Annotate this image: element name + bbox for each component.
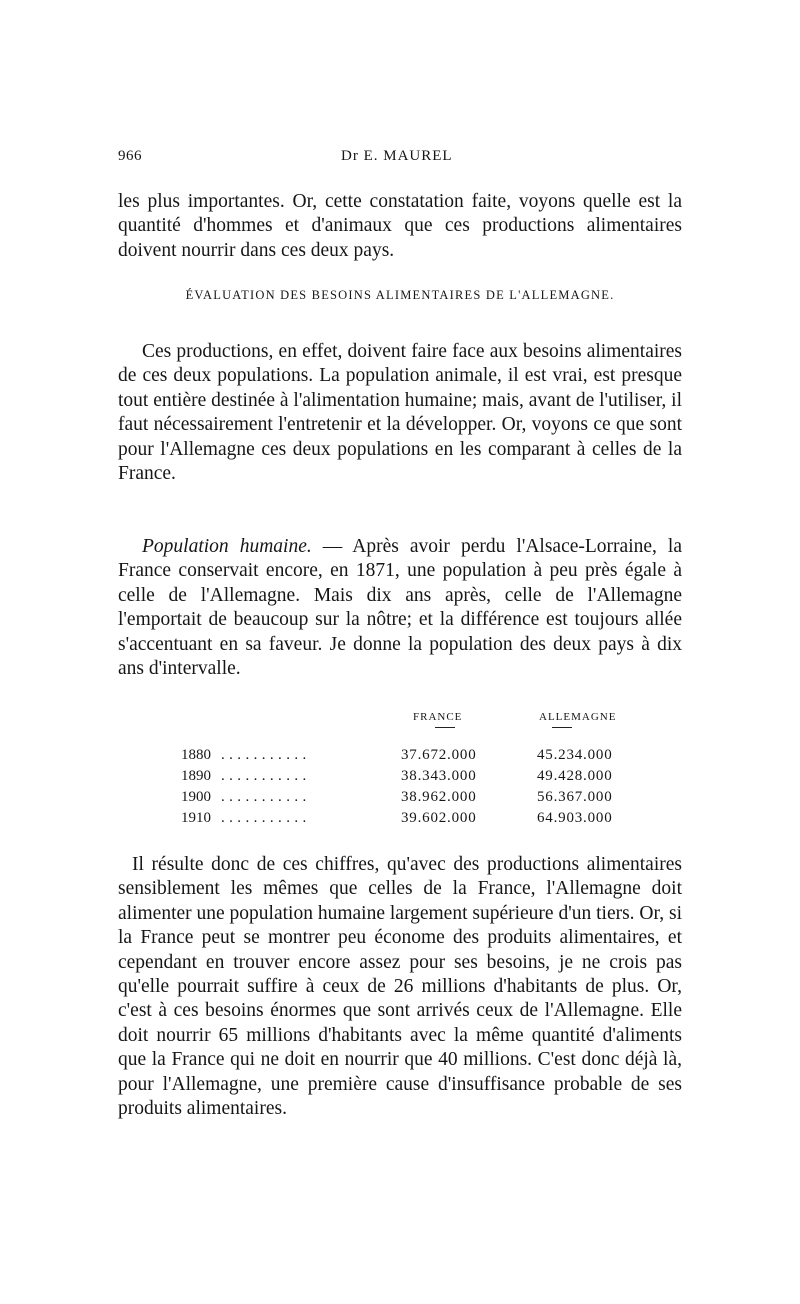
table-row <box>181 768 641 790</box>
column-header-allemagne: ALLEMAGNE <box>539 711 617 723</box>
table-row <box>181 747 641 769</box>
row-france-value: 39.602.000 <box>401 810 477 826</box>
paragraph-conclusion: Il résulte donc de ces chiffres, qu'avec des productions alimentaires sensiblement les mêmes que celles de la France, l'Allemagne doit alimenter une population humaine largement supérieure d'un tiers. Or, si la France peut se montrer peu économe des produits alimentaires, et cependant en trouver encore assez pour ses besoins, je ne crois pas qu'elle pourrait suffire à ceux de 26 millions d'habitants de plus. Or, c'est à ces besoins énormes que sont arrivés ceux de l'Allemagne. Elle doit nourrir 65 millions d'habitants avec la même quantité d'aliments que la France qui ne doit en nourrir que 40 millions. C'est donc déjà là, pour l'Allemagne, une première cause d'insuffisance probable de ses produits alimentaires. <box>118 854 682 1120</box>
row-allemagne-value: 45.234.000 <box>537 747 613 763</box>
section-heading: ÉVALUATION DES BESOINS ALIMENTAIRES DE L'ALLEMAGNE. <box>185 288 615 302</box>
paragraph-population-humaine <box>118 535 682 681</box>
column-header-france: FRANCE <box>413 711 463 723</box>
row-france-value: 38.343.000 <box>401 768 477 784</box>
row-allemagne-value: 64.903.000 <box>537 810 613 826</box>
row-allemagne-value: 56.367.000 <box>537 789 613 805</box>
row-leader-dots: ........... <box>221 810 311 826</box>
row-leader-dots: ........... <box>221 789 311 805</box>
table-row <box>181 789 641 811</box>
column-rule-france <box>435 727 455 728</box>
row-leader-dots: ........... <box>221 768 311 784</box>
row-year: 1890 <box>181 768 211 784</box>
row-france-value: 37.672.000 <box>401 747 477 763</box>
paragraph-populations: Ces productions, en effet, doivent faire face aux besoins alimentaires de ces deux populations. La population animale, il est vrai, est presque tout entière destinée à l'alimentation humaine; mais, avant de l'utiliser, il faut nécessairement l'entretenir et la développer. Or, voyons ce que sont pour l'Allemagne ces deux populations en les comparant à celles de la France. <box>118 341 682 485</box>
row-france-value: 38.962.000 <box>401 789 477 805</box>
row-leader-dots: ........... <box>221 747 311 763</box>
page-number: 966 <box>118 148 142 164</box>
row-year: 1900 <box>181 789 211 805</box>
row-allemagne-value: 49.428.000 <box>537 768 613 784</box>
column-rule-allemagne <box>552 727 572 728</box>
row-year: 1880 <box>181 747 211 763</box>
paragraph-continuation: les plus importantes. Or, cette constatation faite, voyons quelle est la quantité d'hommes et d'animaux que ces productions alimentaires doivent nourrir dans ces deux pays. <box>118 191 682 261</box>
paragraph-lead-italic: Population humaine. <box>142 536 312 557</box>
table-row <box>181 810 641 832</box>
paragraph-body: — Après avoir perdu l'Alsace-Lorraine, la France conservait encore, en 1871, une population à peu près égale à celle de l'Allemagne. Mais dix ans après, celle de l'Allemagne l'emportait de beaucoup sur la nôtre; et la différence est toujours allée s'accentuant en sa faveur. Je donne la population des deux pays à dix ans d'intervalle. <box>118 536 683 680</box>
row-year: 1910 <box>181 810 211 826</box>
running-author: Dr E. MAUREL <box>341 148 453 164</box>
